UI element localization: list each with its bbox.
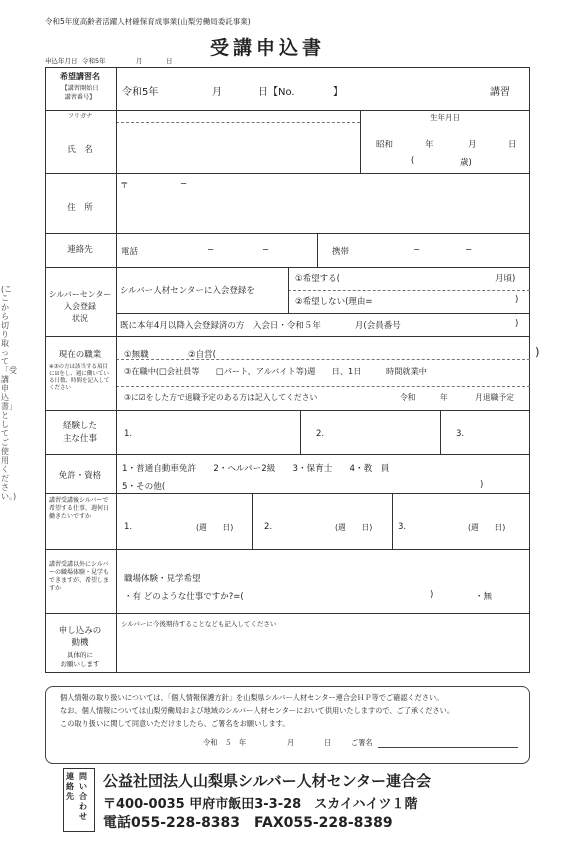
course-start-label: 【講習開始日 [61,85,99,92]
furigana-input[interactable] [116,110,358,120]
course-no-close: 】 [333,87,343,98]
organization-phone: 電話055-228-8383 FAX055-228-8389 [103,815,393,831]
sign-era: 令和 ５ 年 [203,738,247,747]
retire-era: 令和 [400,393,416,402]
silver-question: シルバー人材センターに入会登録を [120,286,255,296]
privacy-line-2: なお、個人情報については山梨労働局および地域のシルバー人材センターにおいて供用いたしますので、ご了承ください。 [60,706,455,715]
experience-label-1: 経験した [62,421,97,431]
days-after-1-week: (週 日) [196,523,234,532]
silver-option-not-want[interactable]: ②希望しない(理由= [295,297,373,307]
job-option-unemployed[interactable]: ①無職 [124,350,149,360]
sign-label: ご署名 [351,738,373,747]
sign-day: 日 [324,738,332,747]
workplace-label: 講習受講以外にシルバーの職場体験・見学も できますが、希望しますか [49,561,116,592]
birth-year: 年 [425,140,434,150]
workplace-wish: 職場体験・見学希望 [124,574,201,584]
name-label: 氏 名 [67,145,93,155]
course-month: 月 [212,87,222,98]
license-options[interactable]: 1・普通自動車免許 2・ヘルパー2級 3・保育士 4・教 員 [122,464,390,474]
silver-option-want[interactable]: ①希望する( [295,274,340,284]
application-date-label: 申込年月日 [45,57,78,65]
course-suffix: 講習 [490,87,510,98]
job-label: 現在の職業 [58,350,102,360]
birth-day: 日 [508,140,517,150]
experience-1-input[interactable] [135,412,295,448]
license-other-end: ) [480,480,484,490]
silver-registered-end: ) [515,319,519,329]
address-label: 住 所 [67,203,93,213]
days-after-label: 講習受講後シルバーで希望する仕事、週何日働きたいですか [49,497,110,520]
silver-label-3: 状況 [72,314,88,323]
signature-line[interactable] [378,747,518,748]
retire-note: ③に☑をした方で退職予定のある方は記入してください [124,393,318,402]
mobile-dash-1: − [413,245,421,255]
experience-3-number: 3. [456,429,465,439]
license-label: 免許・資格 [58,471,102,481]
license-other[interactable]: 5・その他( [122,482,166,492]
birth-month: 月 [468,140,477,150]
name-input[interactable] [116,123,358,171]
furigana-label: フリガナ [67,113,93,120]
job-note: ※③の方は該当する項目に☑をし、週に働いている日数、時間を記入してください [49,364,110,391]
postal-mark: 〒 [120,181,129,191]
motive-label-2: 動機 [71,638,89,648]
course-number-label: 講習番号】 [64,94,96,101]
workplace-yes-option[interactable]: ・有 どのような仕事ですか?=( [124,592,244,602]
days-after-1-number: 1. [124,522,133,532]
privacy-line-3: この取り扱いに関して同意いただけましたら、ご署名をお願いします。 [60,719,290,728]
job-option-self-employed-end: ) [535,345,540,359]
postal-dash: − [180,179,188,189]
course-label: 希望講習名 [60,72,100,81]
phone-label: 電話 [121,247,139,257]
mobile-label: 携帯 [332,247,350,257]
silver-registered: 既に本年4月以降入会登録済の方 入会日・令和５年 月(会員番号 [120,321,401,331]
address-input[interactable] [118,177,528,229]
experience-2-number: 2. [316,429,325,439]
motive-label-3: 具体的に [67,651,93,659]
job-option-self-employed[interactable]: ②自営( [188,350,216,360]
age-label: 歳) [460,158,472,168]
phone-dash-2: − [262,245,270,255]
experience-3-input[interactable] [466,412,526,448]
contact-label: 連絡先 [67,245,93,255]
birthdate-label: 生年月日 [430,113,460,122]
contact-label-main: 連絡先 [66,772,74,801]
course-date-input[interactable] [170,80,210,98]
job-option-employed[interactable]: ③在職中(□会社員等 □パート、アルバイト等)週 日、1日 時間就業中 [124,366,427,376]
cut-line-note: (ここから切り取って「受講申込書」としてご使用ください。) [1,285,17,501]
workplace-no-option[interactable]: ・無 [475,592,493,602]
phone-input[interactable] [145,238,315,258]
motive-input[interactable] [118,630,528,670]
retire-year: 年 [440,393,448,402]
silver-option-not-want-end: ) [515,295,519,305]
motive-label-1: 申し込みの [58,626,102,636]
days-after-2-week: (週 日) [335,523,373,532]
silver-label-1: シルバーセンター [48,290,112,299]
organization-address: 〒400-0035 甲府市飯田3-3-28 スカイハイツ１階 [103,797,418,812]
course-era: 令和5年 [122,87,159,98]
privacy-line-1: 個人情報の取り扱いについては、「個人情報保護方針」を山梨県シルバー人材センター連合会ＨＰ等でご確認ください。 [60,693,444,702]
contact-label-sub: 問い合わせ [79,772,87,821]
mobile-dash-2: − [465,245,473,255]
silver-option-want-end: 月頃) [495,274,516,284]
days-after-3-number: 3. [398,522,407,532]
age-open: ( [411,156,415,166]
page-title: 受講申込書 [210,37,326,59]
organization-name: 公益社団法人山梨県シルバー人材センター連合会 [103,772,431,790]
sign-month: 月 [287,738,295,747]
program-line: 令和5年度高齢者活躍人材確保育成事業(山梨労働局委託事業) [45,17,251,26]
course-number-input[interactable] [290,80,330,98]
motive-label-4: お願いします [60,660,100,668]
application-date-day: 日 [166,57,173,65]
application-date-era: 令和5年 [82,57,106,65]
workplace-yes-end: ) [430,590,434,600]
experience-2-input[interactable] [326,412,446,448]
application-date-month: 月 [136,57,143,65]
phone-dash-1: − [207,245,215,255]
days-after-2-number: 2. [264,522,273,532]
silver-label-2: 入会登録 [64,302,96,311]
course-day-no: 日【No. [258,87,295,98]
experience-1-number: 1. [124,429,133,439]
experience-label-2: 主な仕事 [62,434,97,444]
motive-hint: シルバーに今後期待することなども記入してください [121,620,277,628]
birth-era: 昭和 [376,140,394,150]
retire-month: 月退職予定 [475,393,514,402]
mobile-input[interactable] [360,238,525,258]
days-after-3-week: (週 日) [468,523,506,532]
